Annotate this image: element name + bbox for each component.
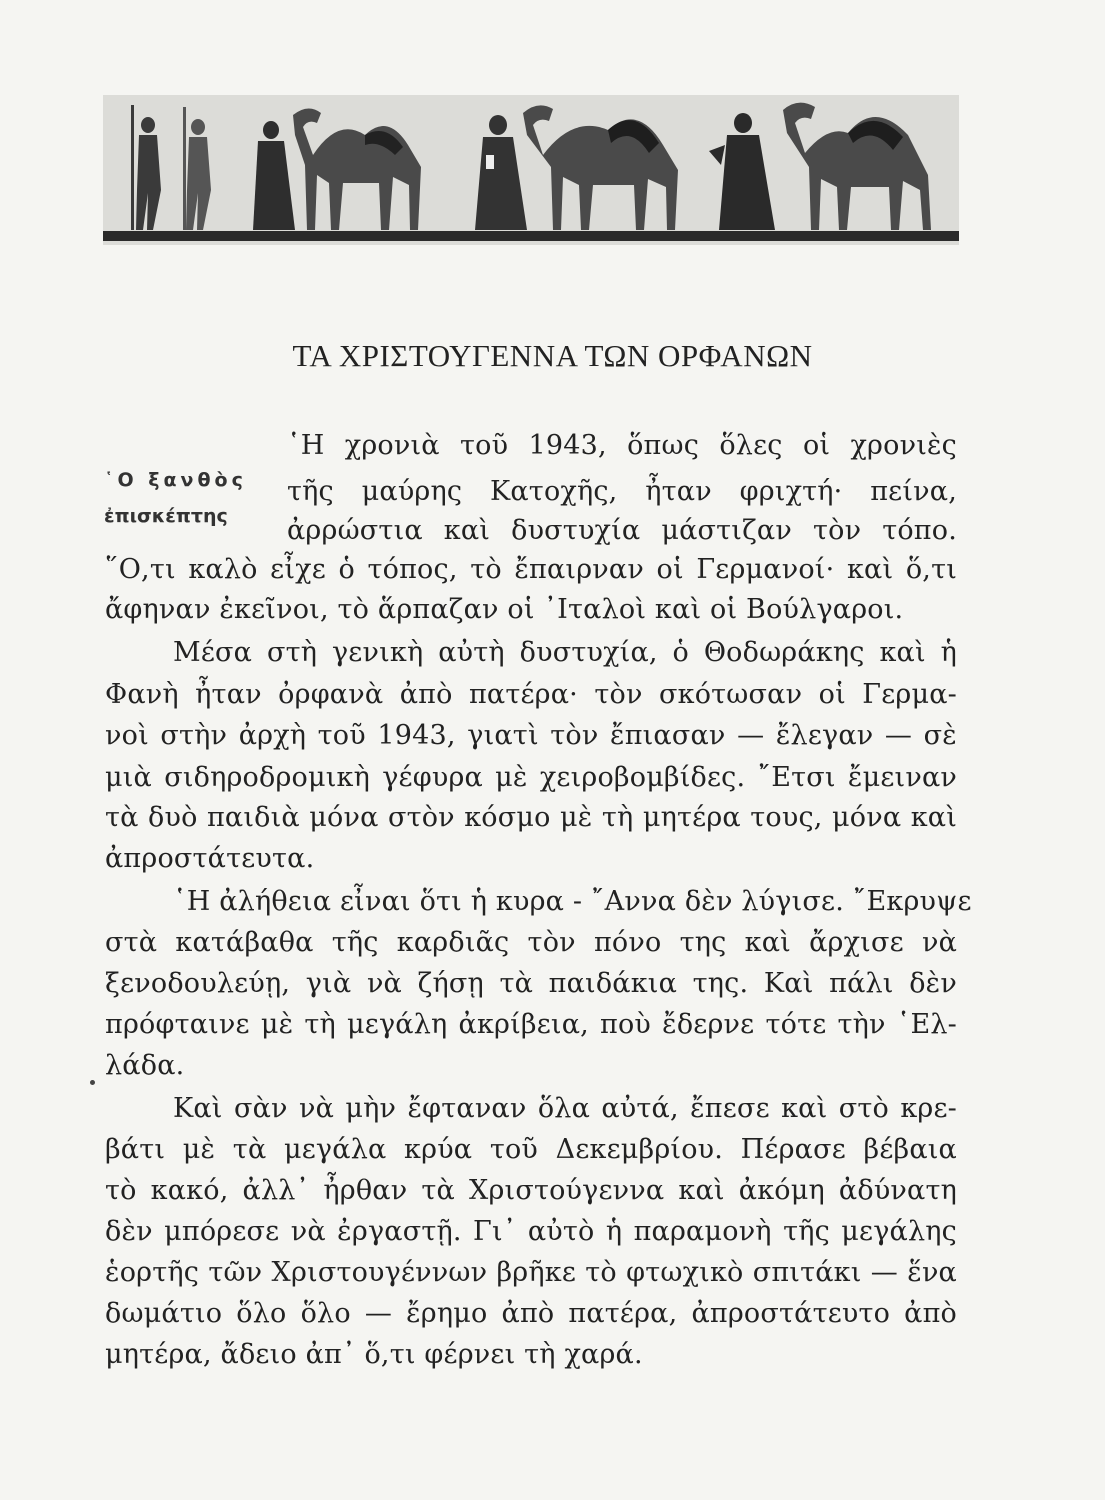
- magus-figure: [709, 113, 775, 230]
- text-line: στὰ κατάβαθα τῆς καρδιᾶς τὸν πόνο της καὶ ἄρχισε νὰ: [105, 927, 957, 958]
- text-line: τῆς μαύρης Κατοχῆς, ἦταν φριχτή· πείνα,: [287, 476, 957, 507]
- text-line: τὰ δυὸ παιδιὰ μόνα στὸν κόσμο μὲ τὴ μητέρα τους, μόνα καὶ: [105, 802, 957, 833]
- text-line: Μέσα στὴ γενικὴ αὐτὴ δυστυχία, ὁ Θοδωράκης καὶ ἡ: [173, 637, 957, 668]
- camel-figure: [523, 105, 678, 230]
- text-line: ῾Η χρονιὰ τοῦ 1943, ὅπως ὅλες οἱ χρονιὲς: [287, 430, 957, 461]
- side-heading-line: ἐπισκέπτης: [104, 505, 228, 527]
- side-heading: [104, 462, 247, 534]
- text-line: δωμάτιο ὅλο ὅλο — ἔρημο ἀπὸ πατέρα, ἀπροστάτευτο ἀπὸ: [105, 1298, 957, 1329]
- text-line: Φανὴ ἦταν ὀρφανὰ ἀπὸ πατέρα· τὸν σκότωσαν οἱ Γερμα-: [105, 679, 957, 710]
- text-line: ἀπροστάτευτα.: [105, 843, 315, 874]
- text-line: πρόφταινε μὲ τὴ μεγάλη ἀκρίβεια, ποὺ ἔδερνε τότε τὴν ῾Ελ-: [105, 1009, 957, 1040]
- text-line: ἄφηναν ἐκεῖνοι, τὸ ἅρπαζαν οἱ ᾿Ιταλοὶ καὶ οἱ Βούλγαροι.: [105, 594, 904, 625]
- shepherd-figure: [183, 107, 211, 230]
- camel-figure: [783, 103, 931, 230]
- nativity-banner-illustration: [103, 95, 959, 245]
- text-line: ξενοδουλεύῃ, γιὰ νὰ ζήσῃ τὰ παιδάκια της. Καὶ πάλι δὲν: [105, 968, 957, 999]
- text-line: Καὶ σὰν νὰ μὴν ἔφταναν ὅλα αὐτά, ἔπεσε καὶ στὸ κρε-: [173, 1093, 957, 1124]
- camel-figure: [293, 108, 421, 230]
- text-line: βάτι μὲ τὰ μεγάλα κρύα τοῦ Δεκεμβρίου. Πέρασε βέβαια: [105, 1134, 957, 1165]
- text-line: ἑορτῆς τῶν Χριστουγέννων βρῆκε τὸ φτωχικὸ σπιτάκι — ἕνα: [105, 1257, 957, 1288]
- side-heading-line: ῾Ο ξανθὸς: [104, 469, 247, 491]
- magi-caravan-image: [103, 95, 959, 245]
- text-line: ῞Ο,τι καλὸ εἶχε ὁ τόπος, τὸ ἔπαιρναν οἱ Γερμανοί· καὶ ὅ,τι: [105, 554, 957, 585]
- text-line: λάδα.: [105, 1050, 185, 1081]
- text-line: νοὶ στὴν ἀρχὴ τοῦ 1943, γιατὶ τὸν ἔπιασαν — ἔλεγαν — σὲ: [105, 720, 957, 751]
- magus-figure: [475, 115, 527, 230]
- text-line: ῾Η ἀλήθεια εἶναι ὅτι ἡ κυρα - ῎Αννα δὲν λύγισε. ῎Εκρυψε: [173, 886, 972, 917]
- magus-figure: [253, 121, 295, 230]
- text-line: ἀρρώστια καὶ δυστυχία μάστιζαν τὸν τόπο.: [287, 515, 957, 546]
- stray-mark: [90, 1080, 95, 1085]
- page-title: ΤΑ ΧΡΙΣΤΟΥΓΕΝΝΑ ΤΩΝ ΟΡΦΑΝΩΝ: [292, 338, 813, 373]
- text-line: μιὰ σιδηροδρομικὴ γέφυρα μὲ χειροβομβίδες. ῎Ετσι ἔμειναν: [105, 762, 957, 793]
- text-line: τὸ κακό, ἀλλ᾿ ἦρθαν τὰ Χριστούγεννα καὶ ἀκόμη ἀδύνατη: [105, 1175, 957, 1206]
- text-line: δὲν μπόρεσε νὰ ἐργαστῇ. Γι᾿ αὐτὸ ἡ παραμονὴ τῆς μεγάλης: [105, 1216, 957, 1247]
- shepherd-figure: [131, 105, 161, 230]
- text-line: μητέρα, ἄδειο ἀπ᾿ ὅ,τι φέρνει τὴ χαρά.: [105, 1339, 643, 1370]
